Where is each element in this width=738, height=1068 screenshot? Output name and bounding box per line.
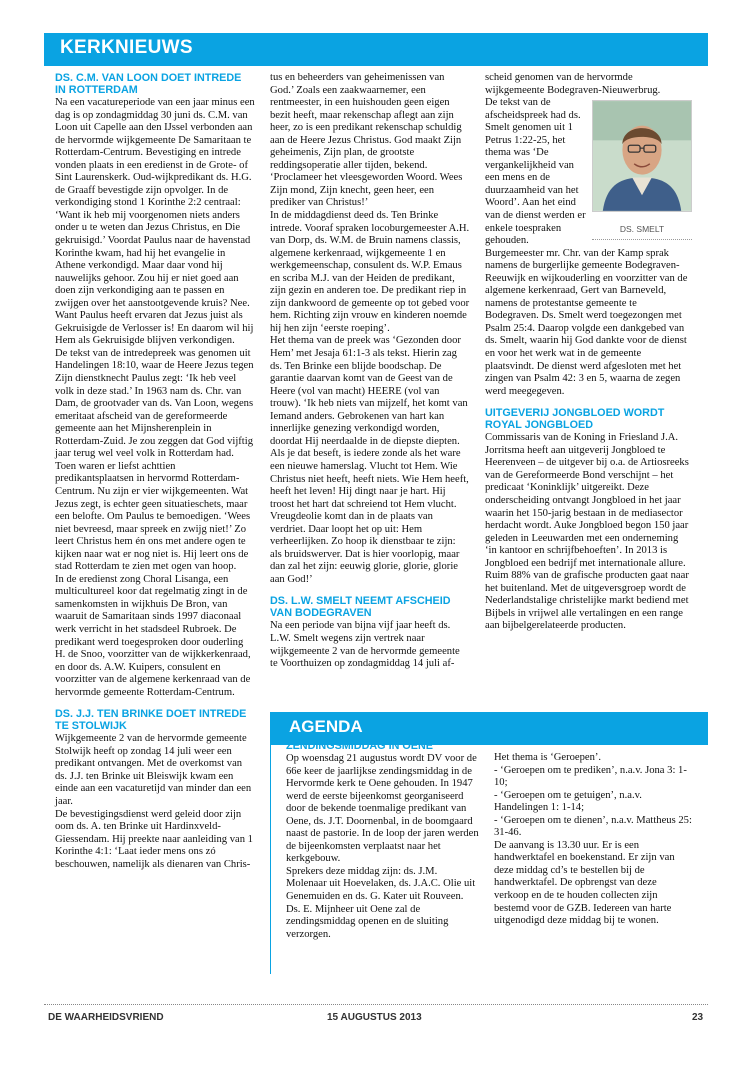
paragraph: De tekst van de intredepreek was genomen uit Handelingen 18:10, waar de Heere Jezus tegen Zijn dienstknecht Paulus zegt: ‘Ik heb veel volk in deze stad.’ In 1963 nam ds. Chr. van Dam, de grootvader van ds. Van Loon, wegens emeritaat afscheid van de gereformeerde gemeente aan het Mijnsherenplein in Rotterdam-Zuid. Je zou zeggen dat God vijftig jaar terug wel veel volk in Rotterdam had. Toen waren er liefst achttien predikantsplaatsen in hervormd Rotterdam-Centrum. Nu zijn er vier wijkgemeenten. Wat Jezus zegt, is echter geen situatieschets, maar een belofte. Om Paulus te bemoedigen. ‘Wees niet bevreesd, maar spreek en zwijg niet!’ Zo leert Christus hem én ons met andere ogen te kijken naar wat er nog niet is. Hij leert ons de stad Rotterdam te zien met ogen van hoop. <box>55 347 254 573</box>
heading-ten-brinke: DS. J.J. TEN BRINKE DOET INTREDE TE STOLWIJK <box>55 708 247 733</box>
section-title: KERKNIEUWS <box>60 37 193 58</box>
paragraph: Commissaris van de Koning in Friesland J.A. Jorritsma heeft aan uitgeverij Jongbloed te Heerenveen – de uitgever bij o.a. de Artiosreeks van de Gereformeerde Bond verschijnt – het predicaat ‘Koninklijk’ uitgereikt. Deze onderscheiding ontvangt Jongbloed in het jaar waarin het 150-jarig bestaan in de mediasector herdacht wordt. Auke Jongbloed begon 150 jaar geleden in Leeuwarden met een onderneming ‘in kantoor en schrijfbehoeften’. In 2013 is Jongbloed een bedrijf met internationale allure. Ruim 88% van de grafische producten gaat naar het buitenland. Met de uitgeversgroep wordt de Nederlandstalige christelijke markt bediend met Bijbels in vrijwel alle vertalingen en een range aan bijbelgerelateerde producten. <box>485 432 689 632</box>
paragraph: scheid genomen van de hervormde wijkgemeente Bodegraven-Nieuwerbrug. <box>485 72 661 96</box>
footer-publication: DE WAARHEIDSVRIEND <box>48 1012 164 1023</box>
paragraph: Wijkgemeente 2 van de hervormde gemeente Stolwijk heeft op zondag 14 juli weer een predikant ontvangen. Met de overkomst van ds. J.J. ten Brinke uit Bleiswijk kwam een einde aan een vacaturetijd van minder dan een jaar. <box>55 733 252 807</box>
column-2 <box>270 72 470 671</box>
page-number: 23 <box>692 1012 704 1023</box>
footer-date: 15 AUGUSTUS 2013 <box>327 1012 422 1023</box>
agenda-column-2 <box>494 752 694 928</box>
paragraph: Na een periode van bijna vijf jaar heeft ds. L.W. Smelt wegens zijn vertrek naar wijkgemeente 2 van de hervormde gemeente te Voorthuizen op zondagmiddag 14 juli af- <box>270 620 460 670</box>
column-3 <box>485 72 692 633</box>
heading-smelt: DS. L.W. SMELT NEEMT AFSCHEID VAN BODEGRAVEN <box>270 595 451 620</box>
heading-jongbloed: UITGEVERIJ JONGBLOED WORDT ROYAL JONGBLOED <box>485 407 665 432</box>
list-item: - ‘Geroepen om te dienen’, n.a.v. Mattheus 25: 31-46. <box>494 814 692 839</box>
heading-zendingsmiddag: ZENDINGSMIDDAG IN OENE <box>286 740 433 752</box>
paragraph: Het thema van de preek was ‘Gezonden door Hem’ met Jesaja 61:1-3 als tekst. Hierin zag ds. Ten Brinke een blijde boodschap. De garantie daarvan komt van de Geest van de Heere (vol van macht) HEERE (vol van trouw). ‘Ik heb niets van mijzelf, het komt van Iemand anders. Gebrokenen van hart kan innerlijke genezing verkondigd worden, doordat Hij neerdaalde in de diepste diepten. Als je dat beseft, is iedere zonde als het ware een nieuwe hamerslag. Vlucht tot Hem. Wie Christus niet heeft, heeft niets. Wie Hem heeft, heeft het leven! Hij dingt naar je hart. Hij troost het hart dat schreiend tot Hem vlucht. Vreugdeolie komt dan in de plaats van verdriet. Daar loopt het op uit: Hem verheerlijken. Zo hoop ik dienstbaar te zijn: als bruidswerver. Dat is hier voorlopig, maar dan zal het zijn: eeuwig glorie, glorie, glorie aan God!’ <box>270 335 469 585</box>
paragraph: Sprekers deze middag zijn: ds. J.M. Molenaar uit Hoevelaken, ds. J.A.C. Olie uit Genemuiden en ds. G. Kater uit Rouveen. Ds. E. Mijnheer uit Oene zal de zendingsmiddag openen en de sluiting verzorgen. <box>286 865 476 940</box>
portrait-photo <box>592 100 692 212</box>
paragraph: De aanvang is 13.30 uur. Er is een handwerktafel en boekenstand. Er zijn van deze middag cd’s te bestellen bij de handwerktafel. De opbrengst van deze verkoop en de te houden collecten zijn bestemd voor de GZB. Iedereen van harte uitgenodigd deze middag bij te wonen. <box>494 839 675 927</box>
list-item: - ‘Geroepen om te prediken’, n.a.v. Jona 3: 1-10; <box>494 764 687 789</box>
heading-van-loon: DS. C.M. VAN LOON DOET INTREDE IN ROTTERDAM <box>55 72 242 96</box>
paragraph: In de eredienst zong Choral Lisanga, een multicultureel koor dat regelmatig zingt in de samenkomsten in wijkhuis De Bron, van waaruit de Samaritaan sinds 1997 diaconaal werk verricht in het stadsdeel Rubroek. De predikant werd toegesproken door ouderling H. de Snoo, voorzitter van de wijkkerkenraad, en door ds. A.W. Kuipers, consulent en voorzitter van de algemene kerkenraad van de hervormde gemeente Rotterdam-Centrum. <box>55 573 251 698</box>
agenda-title: AGENDA <box>289 717 363 736</box>
column-1 <box>55 72 255 871</box>
section-banner <box>44 33 708 66</box>
paragraph: In de middagdienst deed ds. Ten Brinke intrede. Vooraf spraken locoburgemeester A.H. van Dorp, ds. W.M. de Bruin namens classis, algemene kerkenraad, wijkgemeente 1 en werkgemeenschap, consulent ds. W.P. Emaus en scriba M.J. van der Heiden de predikant, zijn gezin en anderen toe. De predikant riep in zijn dankwoord de gemeente op tot gebed voor hem. Richting zijn vrouw en kinderen noemde hij hen zijn ‘eerste roeping’. <box>270 210 470 334</box>
photo-caption: DS. SMELT <box>592 217 692 241</box>
paragraph: tus en beheerders van geheimenissen van God.’ Zoals een zaakwaarnemer, een rentmeester, in een huishouden geen eigen bezit heeft, maar rekenschap aflegt aan zijn heer, zo is een predikant rekenschap schuldig aan de Heere Jezus Christus. God maakt Zijn geheimenis, Zijn plan, de grootste reddingsoperatie aller tijden, bekend. ‘Proclameer het vleesgeworden Woord. Wees Zijn mond, Zijn knecht, geen heer, een prediker van Christus!’ <box>270 72 463 209</box>
agenda-column-1 <box>286 740 480 941</box>
photo-block <box>592 100 692 240</box>
paragraph: Op woensdag 21 augustus wordt DV voor de 66e keer de jaarlijkse zendingsmiddag in de Hervormde kerk te Oene gehouden. In 1947 werd de eerste bijeenkomst georganiseerd door de bekende toenmalige predikant van Oene, ds. J.T. Doornenbal, in de boomgaard naast de pastorie. In de loop der jaren werden de bijeenkomsten verplaatst naar het kerkgebouw. <box>286 753 479 865</box>
paragraph: Na een vacatureperiode van een jaar minus een dag is op zondagmiddag 30 juni ds. C.M. van Loon uit Capelle aan den IJssel verbonden aan de hervormde wijkgemeente De Samaritaan te Rotterdam-Centrum. Bevestiging en intrede vonden plaats in een eredienst in de Grote- of Sint Laurenskerk. Oud-wijkpredikant ds. H.G. de Graaff bevestigde zijn opvolger. In de verkondiging stond 1 Korinthe 2:2 centraal: ‘Want ik heb mij voorgenomen niets anders onder u te weten dan Jezus Christus, en Die gekruisigd.’ Voordat Paulus naar de havenstad Korinthe kwam, had hij het evangelie in Athene verkondigd. Maar daar vond hij nauwelijks gehoor. Zou hij er niet goed aan doen zijn verkondiging aan te passen en zwijgen over het aanstootgevende kruis? Nee. Want Paulus heeft ervaren dat Jezus juist als Gekruisigde de Verlosser is! En daarom wil hij Hem als Gekruisigde blijven verkondigen. <box>55 97 255 347</box>
footer-divider <box>44 1004 708 1005</box>
list-item: - ‘Geroepen om te getuigen’, n.a.v. Handelingen 1: 1-14; <box>494 789 642 814</box>
paragraph: De bevestigingsdienst werd geleid door zijn oom ds. A. ten Brinke uit Hardinxveld-Giessendam. Hij preekte naar aanleiding van 1 Korinthe 4:1: ‘Laat ieder mens ons zó beschouwen, namelijk als dienaren van Chris- <box>55 808 253 870</box>
paragraph: De tekst van de afscheidspreek had ds. Smelt genomen uit 1 Petrus 1:22-25, het thema was ‘De vergankelijkheid van een mens en de duurzaamheid van het Woord’. Aan het eind van de dienst werden er enkele toespraken gehouden. Burgemeester mr. Chr. van der Kamp sprak namens de burgerlijke gemeente Bodegraven-Reeuwijk en wijkouderling en voorzitter van de algemene kerkenraad, Gert van Barneveld, namens de protestantse gemeente te Bodegraven. Ds. Smelt werd toegezongen met Psalm 25:4. Daarop volgde een dankgebed van ds. Smelt, waarin hij God dankte voor de dienst en voor het werk wat in de gemeente plaatsvindt. De dienst werd afgesloten met het zingen van Psalm 42: 3 en 5, waarna de zegen werd meegegeven. <box>485 97 688 397</box>
paragraph: Het thema is ‘Geroepen’. <box>494 752 602 763</box>
